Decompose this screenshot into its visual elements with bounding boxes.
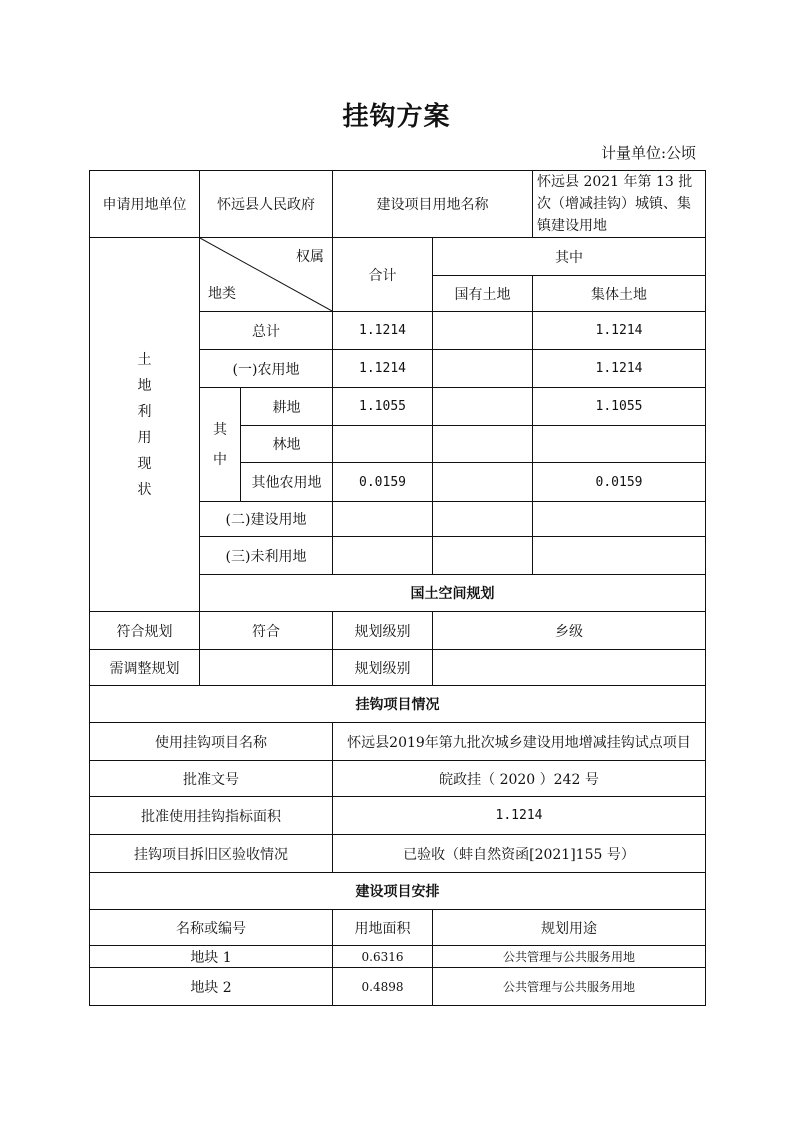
row-forest-collective bbox=[533, 426, 706, 463]
hook-section-row bbox=[90, 686, 706, 723]
acceptance-value: 已验收（蚌自然资函[2021]155 号） bbox=[333, 835, 706, 873]
row-construction-state bbox=[433, 502, 533, 537]
row-arable-label: 耕地 bbox=[241, 388, 333, 426]
conform-label: 符合规划 bbox=[90, 612, 200, 650]
row-arable-state bbox=[433, 388, 533, 426]
row-total-state bbox=[433, 312, 533, 350]
area-label: 批准使用挂钩指标面积 bbox=[90, 797, 333, 835]
hook-name-value: 怀远县2019年第九批次城乡建设用地增减挂钩试点项目 bbox=[333, 723, 706, 761]
level-value-2 bbox=[433, 650, 706, 686]
planning-conform-row bbox=[90, 612, 706, 650]
row-unused-label: (三)未利用地 bbox=[200, 537, 333, 575]
planning-adjust-row bbox=[90, 650, 706, 686]
adjust-label: 需调整规划 bbox=[90, 650, 200, 686]
applicant-value: 怀远县人民政府 bbox=[200, 171, 333, 238]
row-other-agri-collective: 0.0159 bbox=[533, 463, 706, 502]
arrangement-col-use: 规划用途 bbox=[433, 910, 706, 946]
row-arable-total: 1.1055 bbox=[333, 388, 433, 426]
row-agri-total: 1.1214 bbox=[333, 350, 433, 388]
approval-label: 批准文号 bbox=[90, 761, 333, 797]
arrangement-col-name: 名称或编号 bbox=[90, 910, 333, 946]
row-forest-label: 林地 bbox=[241, 426, 333, 463]
applicant-label: 申请用地单位 bbox=[90, 171, 200, 238]
row-unused-total bbox=[333, 537, 433, 575]
conform-value: 符合 bbox=[200, 612, 333, 650]
area-row bbox=[90, 797, 706, 835]
project-value: 怀远县 2021 年第 13 批次（增减挂钩）城镇、集镇建设用地 bbox=[533, 171, 706, 238]
arrangement-row-1 bbox=[90, 946, 706, 968]
row-agri-collective: 1.1214 bbox=[533, 350, 706, 388]
col-collective-header: 集体土地 bbox=[533, 276, 706, 312]
row-total-collective: 1.1214 bbox=[533, 312, 706, 350]
approval-row bbox=[90, 761, 706, 797]
row-agri-label: (一)农用地 bbox=[200, 350, 333, 388]
plot-2-name: 地块 2 bbox=[90, 968, 333, 1006]
project-label: 建设项目用地名称 bbox=[333, 171, 533, 238]
hook-name-row bbox=[90, 723, 706, 761]
acceptance-row bbox=[90, 835, 706, 873]
hook-name-label: 使用挂钩项目名称 bbox=[90, 723, 333, 761]
row-forest-state bbox=[433, 426, 533, 463]
plot-1-area: 0.6316 bbox=[333, 946, 433, 968]
arrangement-section-row bbox=[90, 873, 706, 910]
row-arable-collective: 1.1055 bbox=[533, 388, 706, 426]
level-label-2: 规划级别 bbox=[333, 650, 433, 686]
hook-plan-table bbox=[89, 170, 706, 1006]
col-total-header: 合计 bbox=[333, 238, 433, 312]
arrangement-col-area: 用地面积 bbox=[333, 910, 433, 946]
row-construction-label: (二)建设用地 bbox=[200, 502, 333, 537]
plot-1-name: 地块 1 bbox=[90, 946, 333, 968]
hook-section-title: 挂钩项目情况 bbox=[90, 686, 706, 723]
acceptance-label: 挂钩项目拆旧区验收情况 bbox=[90, 835, 333, 873]
land-status-header-row1 bbox=[90, 238, 706, 276]
row-unused-state bbox=[433, 537, 533, 575]
header-row bbox=[90, 171, 706, 238]
diagonal-header-cell bbox=[200, 238, 333, 312]
row-other-agri-label: 其他农用地 bbox=[241, 463, 333, 502]
col-state-header: 国有土地 bbox=[433, 276, 533, 312]
col-among-header: 其中 bbox=[433, 238, 706, 276]
among-vertical-label: 其中 bbox=[200, 388, 241, 502]
row-other-agri-state bbox=[433, 463, 533, 502]
arrangement-section-title: 建设项目安排 bbox=[90, 873, 706, 910]
row-construction-total bbox=[333, 502, 433, 537]
row-forest-total bbox=[333, 426, 433, 463]
row-unused-collective bbox=[533, 537, 706, 575]
arrangement-header-row bbox=[90, 910, 706, 946]
row-agri-state bbox=[433, 350, 533, 388]
measurement-unit: 计量单位:公顷 bbox=[600, 144, 696, 162]
diag-top-label: 权属 bbox=[296, 249, 324, 265]
arrangement-row-2 bbox=[90, 968, 706, 1006]
area-value: 1.1214 bbox=[333, 797, 706, 835]
level-label: 规划级别 bbox=[333, 612, 433, 650]
planning-section-title: 国土空间规划 bbox=[200, 575, 706, 612]
plot-2-area: 0.4898 bbox=[333, 968, 433, 1006]
row-other-agri-total: 0.0159 bbox=[333, 463, 433, 502]
plot-2-use: 公共管理与公共服务用地 bbox=[433, 968, 706, 1006]
approval-value: 皖政挂（ 2020 ）242 号 bbox=[333, 761, 706, 797]
document-title: 挂钩方案 bbox=[342, 102, 451, 132]
row-total-total: 1.1214 bbox=[333, 312, 433, 350]
level-value: 乡级 bbox=[433, 612, 706, 650]
plot-1-use: 公共管理与公共服务用地 bbox=[433, 946, 706, 968]
adjust-value bbox=[200, 650, 333, 686]
row-construction-collective bbox=[533, 502, 706, 537]
row-total-label: 总计 bbox=[200, 312, 333, 350]
land-status-side-label: 土地利用现状 bbox=[90, 238, 200, 612]
diag-bottom-label: 地类 bbox=[208, 286, 236, 302]
